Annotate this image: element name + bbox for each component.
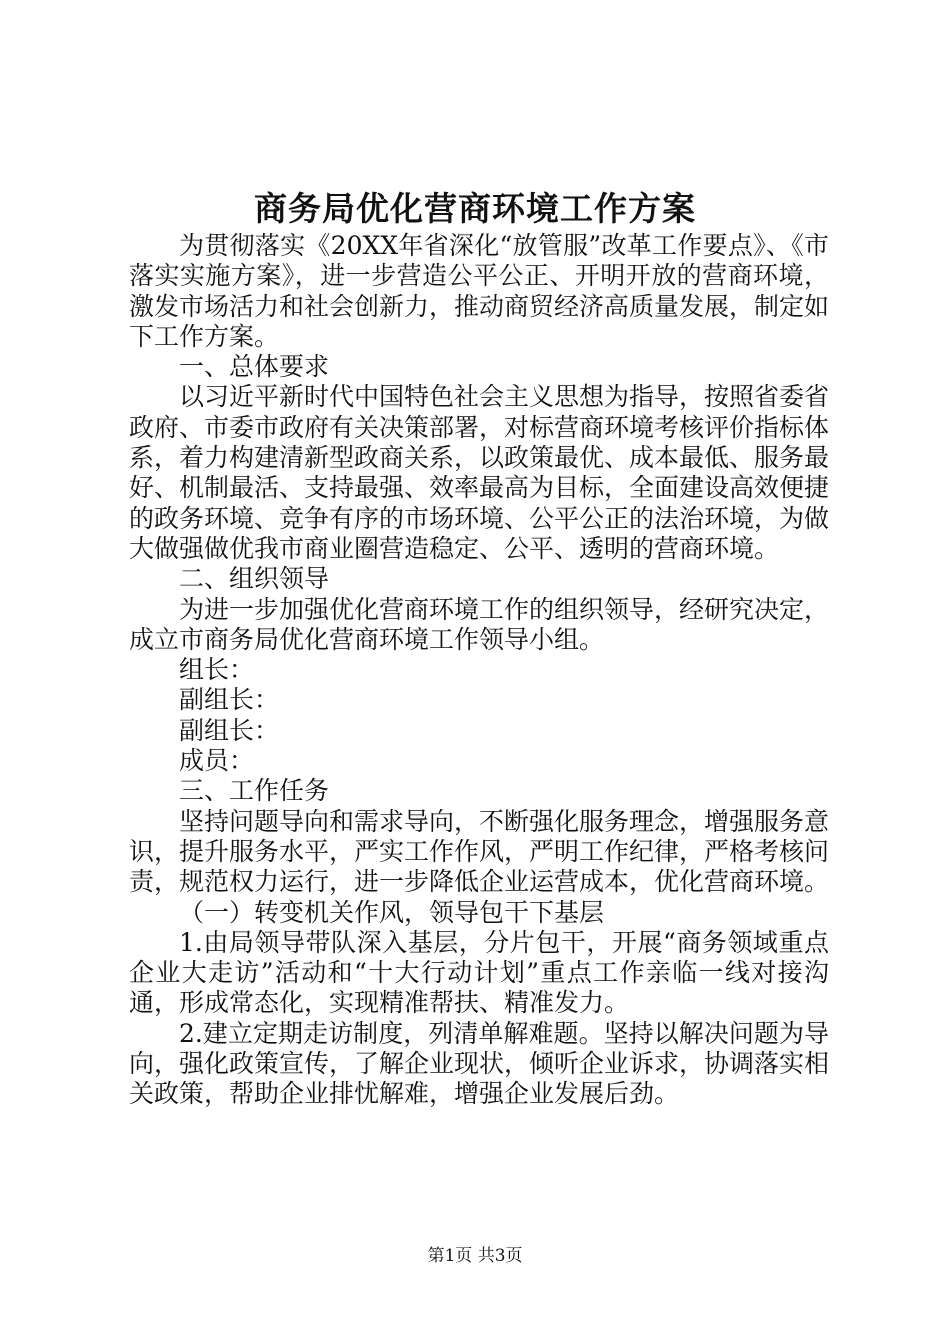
task-item-1: 1.由局领导带队深入基层，分片包干，开展“商务领域重点企业大走访”活动和“十大行动计划”重点工作亲临一线对接沟通，形成常态化，实现精准帮扶、精准发力。 bbox=[129, 927, 829, 1018]
document-body bbox=[129, 231, 829, 1110]
document-title: 商务局优化营商环境工作方案 bbox=[254, 189, 696, 228]
section-heading-tasks: 三、工作任务 bbox=[179, 776, 330, 806]
task-item-2: 2.建立定期走访制度，列清单解难题。坚持以解决问题为导向，强化政策宣传，了解企业现状，倾听企业诉求，协调落实相关政策，帮助企业排忧解难，增强企业发展后劲。 bbox=[129, 1018, 830, 1109]
page-number-footer: 第1页 共3页 bbox=[427, 1246, 523, 1266]
section-heading-general-requirements: 一、总体要求 bbox=[179, 352, 330, 382]
subsection-heading: （一）转变机关作风，领导包干下基层 bbox=[179, 897, 605, 927]
intro-paragraph: 为贯彻落实《20XX年省深化“放管服”改革工作要点》、《市落实实施方案》，进一步营造公平公正、开明开放的营商环境，激发市场活力和社会创新力，推动商贸经济高质量发展，制定如下工作方案。 bbox=[129, 231, 830, 351]
members-line: 成员： bbox=[179, 746, 255, 776]
team-leader-line: 组长： bbox=[179, 655, 255, 685]
organization-paragraph: 为进一步加强优化营商环境工作的组织领导，经研究决定，成立市商务局优化营商环境工作领导小组。 bbox=[129, 594, 830, 654]
deputy-leader-line: 副组长： bbox=[179, 685, 280, 715]
tasks-paragraph: 坚持问题导向和需求导向，不断强化服务理念，增强服务意识，提升服务水平，严实工作作风，严明工作纪律，严格考核问责，规范权力运行，进一步降低企业运营成本，优化营商环境。 bbox=[129, 806, 830, 897]
deputy-leader-line: 副组长： bbox=[179, 715, 280, 745]
section-heading-organization: 二、组织领导 bbox=[179, 564, 330, 594]
general-requirements-paragraph: 以习近平新时代中国特色社会主义思想为指导，按照省委省政府、市委市政府有关决策部署，对标营商环境考核评价指标体系，着力构建清新型政商关系，以政策最优、成本最低、服务最好、机制最活、支持最强、效率最高为目标，全面建设高效便捷的政务环境、竞争有序的市场环境、公平公正的法治环境，为做大做强做优我市商业圈营造稳定、公平、透明的营商环境。 bbox=[129, 382, 830, 563]
